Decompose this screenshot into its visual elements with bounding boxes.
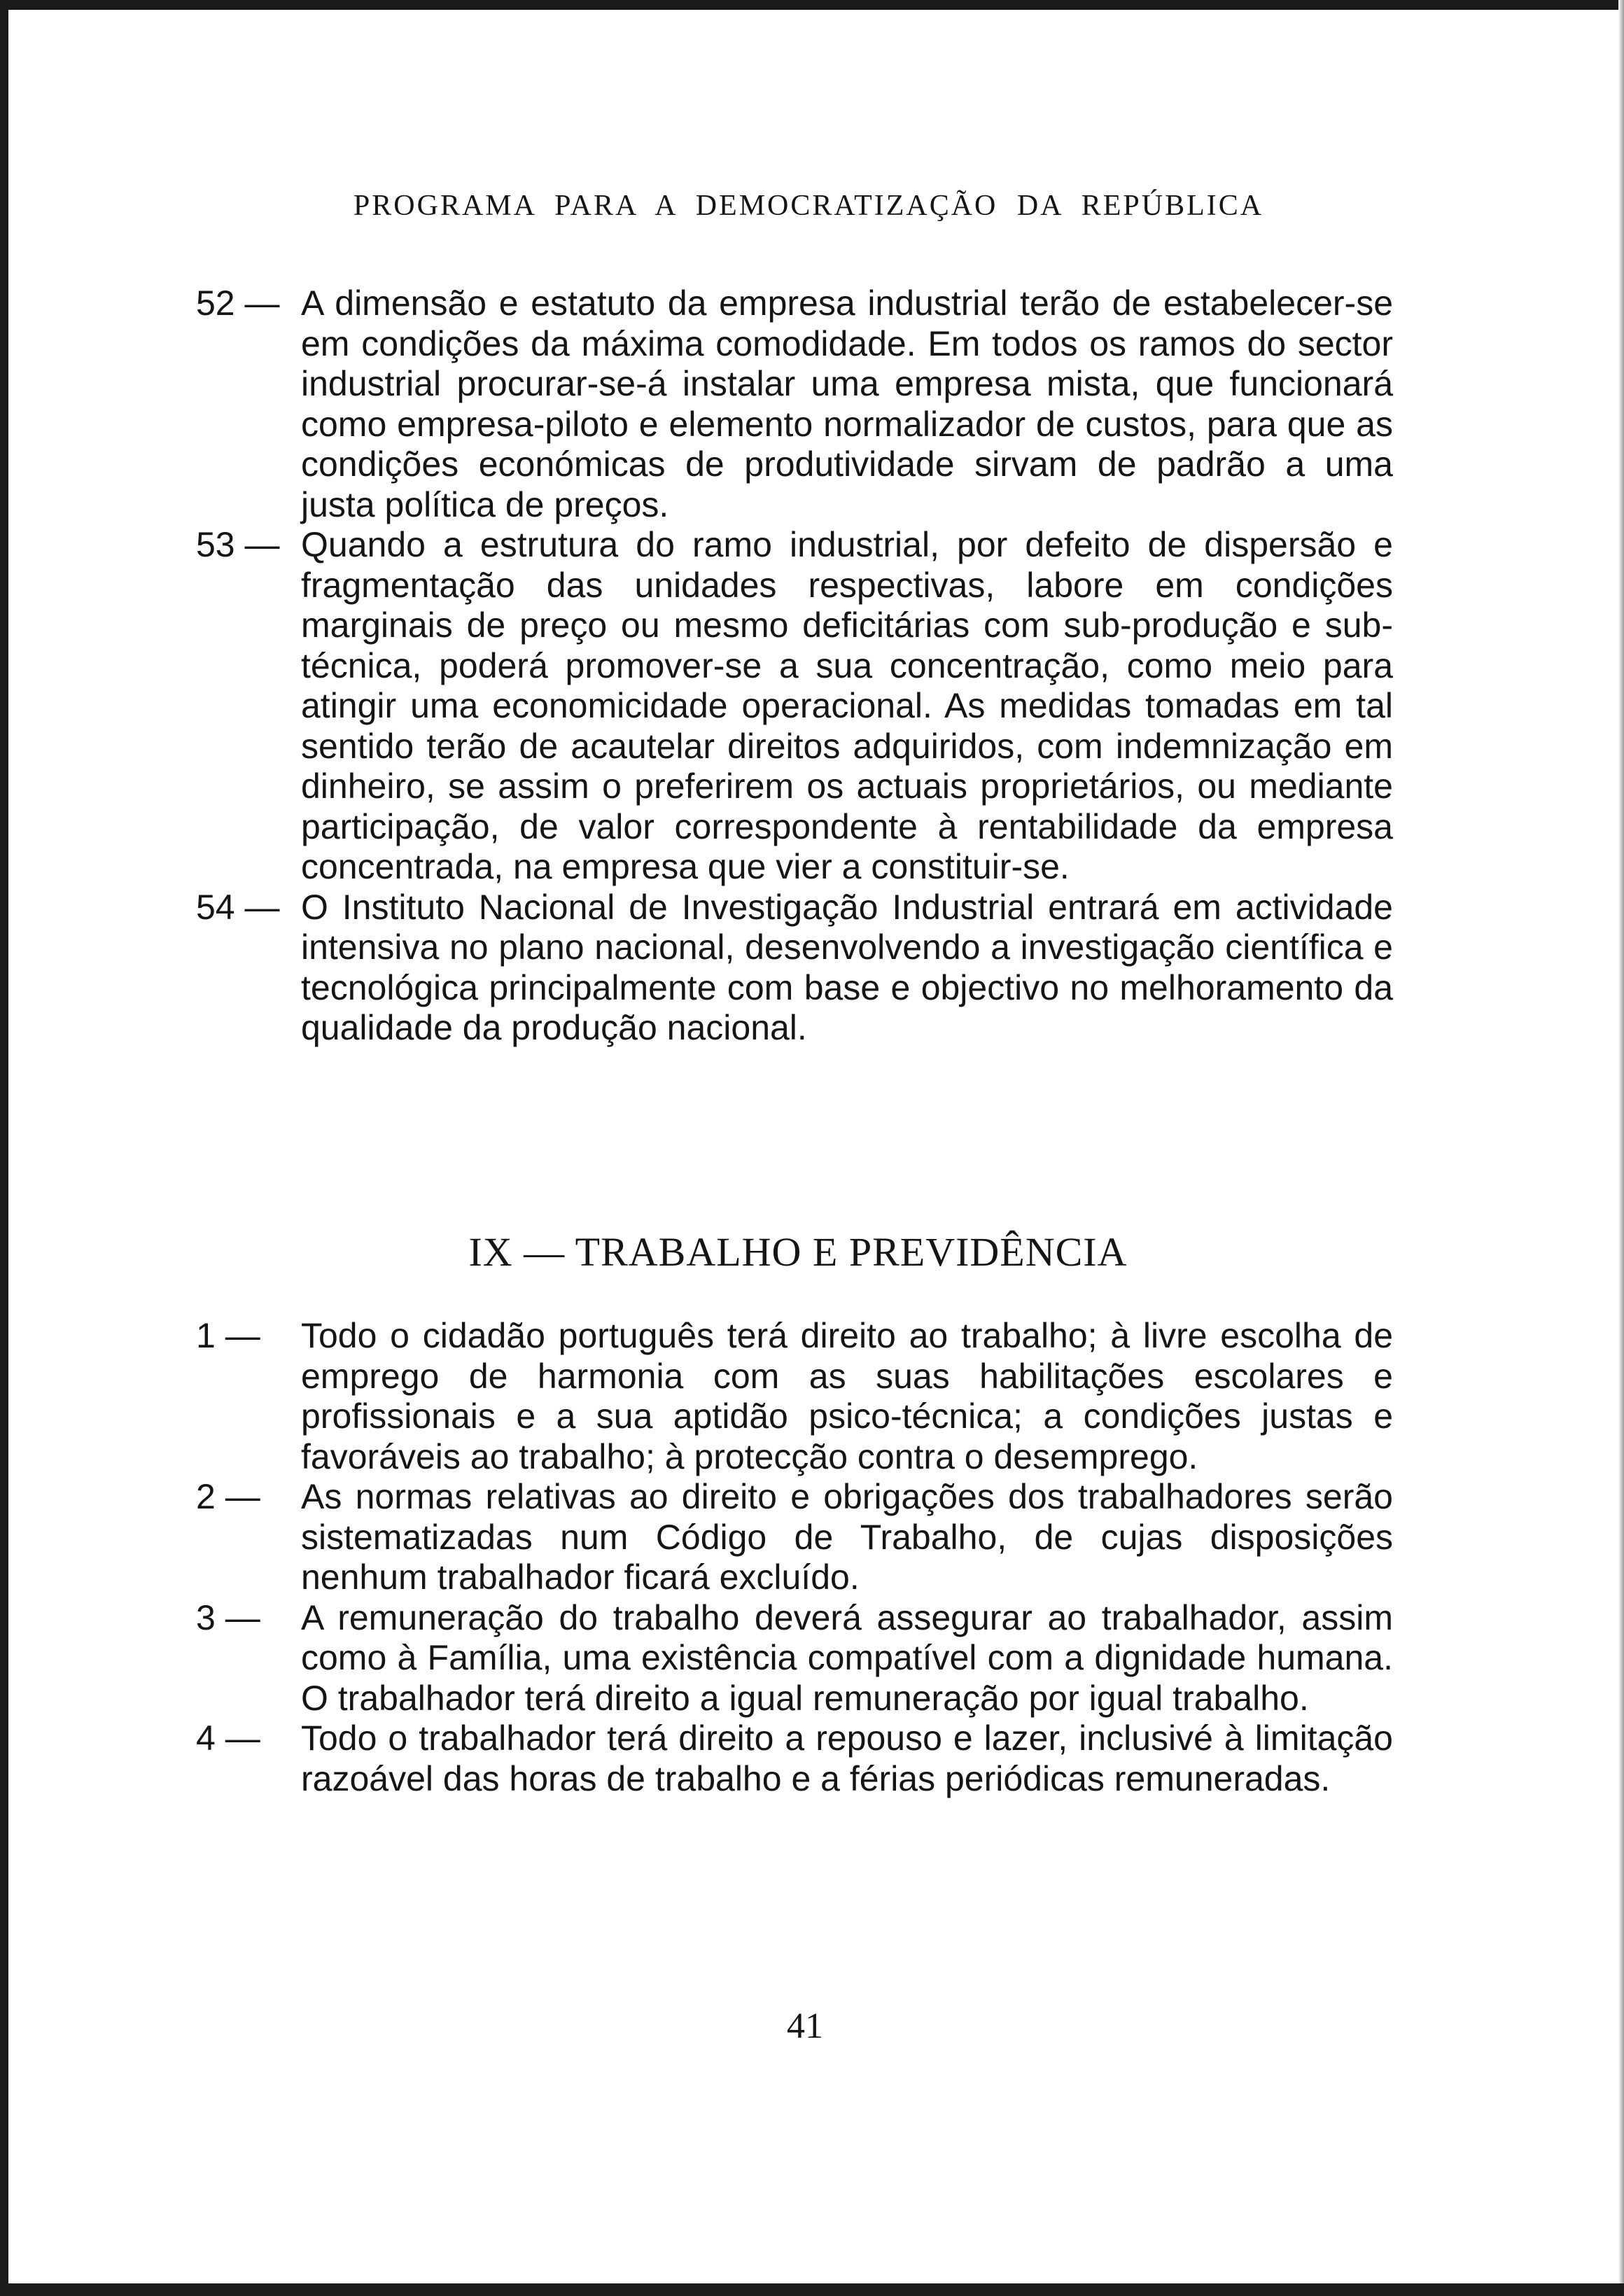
item-text: A remuneração do trabalho deverá assegurar ao trabalhador, assim como à Família, uma existência compatível com a dignidade humana. O trabalhador terá direito a igual remuneração por igual trabalho. — [301, 1597, 1393, 1718]
item-number: 4 — — [196, 1718, 260, 1758]
list-item — [196, 1598, 1400, 1719]
scan-border-top — [0, 0, 1624, 10]
labour-items-list — [196, 1316, 1400, 1799]
section-heading: IX — TRABALHO E PREVIDÊNCIA — [468, 1229, 1128, 1275]
list-item — [196, 1316, 1400, 1477]
item-number: 3 — — [196, 1597, 260, 1637]
scan-border-bottom — [0, 2283, 1624, 2296]
item-number: 1 — — [196, 1316, 260, 1355]
item-text: As normas relativas ao direito e obrigações dos trabalhadores serão sistematizadas num Código de Trabalho, de cujas disposições nenhum trabalhador ficará excluído. — [301, 1477, 1393, 1597]
item-number: 52 — — [196, 284, 280, 323]
item-text: Quando a estrutura do ramo industrial, por defeito de dispersão e fragmentação das unidades respectivas, labore em condições marginais de preço ou mesmo deficitárias com sub-produção e sub-técnica, poderá promover-se a sua concentração, como meio para atingir uma economicidade operacional. As medidas tomadas em tal sentido terão de acautelar direitos adquiridos, com indemnização em dinheiro, se assim o preferirem os actuais proprietários, ou mediante participação, de valor correspondente à rentabilidade da empresa concentrada, na empresa que vier a constituir-se. — [301, 525, 1393, 886]
item-text: A dimensão e estatuto da empresa industrial terão de estabelecer-se em condições da máxima comodidade. Em todos os ramos do sector industrial procurar-se-á instalar uma empresa mista, que funcionará como empresa-piloto e elemento normalizador de custos, para que as condições económicas de produtividade sirvam de padrão a uma justa política de preços. — [301, 284, 1393, 524]
list-item — [196, 1477, 1400, 1598]
list-item — [196, 284, 1400, 525]
item-text: O Instituto Nacional de Investigação Industrial entrará em actividade intensiva no plano nacional, desenvolvendo a investigação científica e tecnológica principalmente com base e objectivo no melhoramento da qualidade da produção nacional. — [301, 887, 1393, 1047]
item-number: 53 — — [196, 525, 280, 564]
item-number: 2 — — [196, 1477, 260, 1516]
scan-border-right — [1618, 0, 1624, 2296]
running-head: PROGRAMA PARA A DEMOCRATIZAÇÃO DA REPÚBLICA — [353, 190, 1264, 222]
item-text: Todo o cidadão português terá direito ao trabalho; à livre escolha de emprego de harmonia com as suas habilitações escolares e profissionais e a sua aptidão psico-técnica; a condições justas e favoráveis ao trabalho; à protecção contra o desemprego. — [301, 1316, 1393, 1476]
item-number: 54 — — [196, 887, 280, 927]
scan-border-left — [0, 0, 8, 2296]
item-text: Todo o trabalhador terá direito a repouso e lazer, inclusivé à limitação razoável das horas de trabalho e a férias periódicas remuneradas. — [301, 1718, 1393, 1798]
list-item — [196, 525, 1400, 888]
page-number: 41 — [787, 2006, 823, 2046]
list-item — [196, 1718, 1400, 1799]
industry-items-list — [196, 284, 1400, 1049]
list-item — [196, 888, 1400, 1049]
